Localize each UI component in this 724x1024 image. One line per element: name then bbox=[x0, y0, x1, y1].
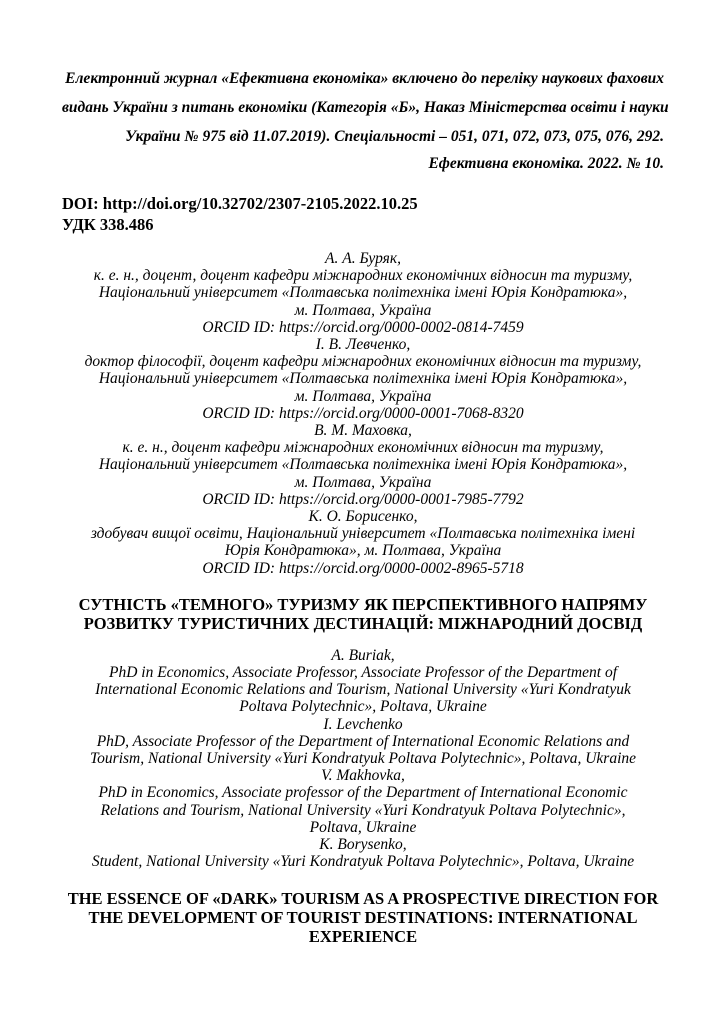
author-affiliation-line: здобувач вищої освіти, Національний університет «Полтавська політехніка імені bbox=[90, 525, 636, 543]
authors-uk-block bbox=[62, 250, 664, 577]
author-affiliation-line: м. Полтава, Україна bbox=[294, 387, 432, 405]
doi-line: DOI: http://doi.org/10.32702/2307-2105.2022.10.25 bbox=[62, 194, 418, 213]
author-affiliation-line: к. е. н., доцент кафедри міжнародних економічних відносин та туризму, bbox=[122, 439, 604, 457]
author-affiliation-line: м. Полтава, Україна bbox=[294, 473, 432, 491]
journal-note-line: України № 975 від 11.07.2019). Спеціальності – 051, 071, 072, 073, 075, 076, 292. bbox=[125, 128, 664, 145]
author-orcid: ORCID ID: https://orcid.org/0000-0001-7985-7792 bbox=[202, 490, 524, 508]
author-affiliation-line: PhD in Economics, Associate Professor, Associate Professor of the Department of bbox=[108, 664, 617, 682]
title-uk-line: РОЗВИТКУ ТУРИСТИЧНИХ ДЕСТИНАЦІЙ: МІЖНАРОДНИЙ ДОСВІД bbox=[83, 613, 643, 633]
author-affiliation-line: Національний університет «Полтавська політехніка імені Юрія Кондратюка», bbox=[98, 284, 628, 302]
author-block-en bbox=[62, 767, 664, 836]
author-name: V. Makhovka, bbox=[321, 767, 405, 785]
author-block-en bbox=[62, 836, 664, 870]
author-name: В. М. Маховка, bbox=[314, 422, 412, 440]
author-name: І. В. Левченко, bbox=[315, 336, 411, 354]
author-affiliation-line: Student, National University «Yuri Kondratyuk Poltava Polytechnic», Poltava, Ukraine bbox=[91, 853, 635, 871]
author-block-uk bbox=[62, 508, 664, 577]
author-block-uk bbox=[62, 250, 664, 336]
journal-header-note bbox=[62, 64, 669, 176]
author-block-uk bbox=[62, 422, 664, 508]
author-block-uk bbox=[62, 336, 664, 422]
author-affiliation-line: Юрія Кондратюка», м. Полтава, Україна bbox=[224, 542, 502, 560]
author-orcid: ORCID ID: https://orcid.org/0000-0001-7068-8320 bbox=[202, 404, 524, 422]
author-affiliation-line: Національний університет «Полтавська політехніка імені Юрія Кондратюка», bbox=[98, 456, 628, 474]
author-name: I. Levchenko bbox=[323, 715, 403, 733]
author-affiliation-line: Tourism, National University «Yuri Kondratyuk Poltava Polytechnic», Poltava, Ukraine bbox=[89, 750, 637, 768]
journal-note-line: видань України з питань економіки (Категорія «Б», Наказ Міністерства освіти і науки bbox=[62, 99, 669, 116]
author-affiliation-line: Poltava Polytechnic», Poltava, Ukraine bbox=[239, 698, 487, 716]
author-affiliation-line: International Economic Relations and Tourism, National University «Yuri Kondratyuk bbox=[95, 681, 631, 699]
article-title-uk bbox=[62, 595, 664, 633]
author-affiliation-line: доктор філософії, доцент кафедри міжнародних економічних відносин та туризму, bbox=[84, 353, 642, 371]
author-name: A. Buriak, bbox=[331, 646, 395, 664]
udc-line: УДК 338.486 bbox=[62, 215, 154, 234]
author-orcid: ORCID ID: https://orcid.org/0000-0002-0814-7459 bbox=[202, 318, 524, 336]
author-affiliation-line: Національний університет «Полтавська політехніка імені Юрія Кондратюка», bbox=[98, 370, 628, 388]
author-name: А. А. Буряк, bbox=[325, 250, 401, 267]
author-affiliation-line: PhD in Economics, Associate professor of the Department of International Economic bbox=[98, 784, 628, 802]
author-block-en bbox=[62, 647, 664, 716]
issue-line: Ефективна економіка. 2022. № 10. bbox=[428, 155, 664, 172]
author-block-en bbox=[62, 716, 664, 768]
author-orcid: ORCID ID: https://orcid.org/0000-0002-8965-5718 bbox=[202, 559, 524, 577]
author-affiliation-line: м. Полтава, Україна bbox=[294, 301, 432, 319]
author-affiliation-line: PhD, Associate Professor of the Department of International Economic Relations and bbox=[96, 732, 630, 750]
title-en-line: EXPERIENCE bbox=[308, 926, 418, 946]
author-name: K. Borysenko, bbox=[319, 836, 407, 854]
title-en-line: THE DEVELOPMENT OF TOURIST DESTINATIONS: INTERNATIONAL bbox=[88, 907, 638, 927]
author-affiliation-line: Poltava, Ukraine bbox=[309, 818, 417, 836]
identifiers-block bbox=[62, 193, 664, 235]
title-uk-line: СУТНІСТЬ «ТЕМНОГО» ТУРИЗМУ ЯК ПЕРСПЕКТИВНОГО НАПРЯМУ bbox=[78, 594, 648, 614]
article-title-en bbox=[62, 889, 664, 946]
author-name: К. О. Борисенко, bbox=[308, 508, 418, 526]
authors-en-block bbox=[62, 647, 664, 871]
author-affiliation-line: к. е. н., доцент, доцент кафедри міжнародних економічних відносин та туризму, bbox=[93, 267, 633, 285]
title-en-line: THE ESSENCE OF «DARK» TOURISM AS A PROSPECTIVE DIRECTION FOR bbox=[67, 888, 659, 908]
author-affiliation-line: Relations and Tourism, National University «Yuri Kondratyuk Poltava Polytechnic», bbox=[100, 801, 626, 819]
journal-note-line: Електронний журнал «Ефективна економіка» включено до переліку наукових фахових bbox=[65, 70, 664, 87]
